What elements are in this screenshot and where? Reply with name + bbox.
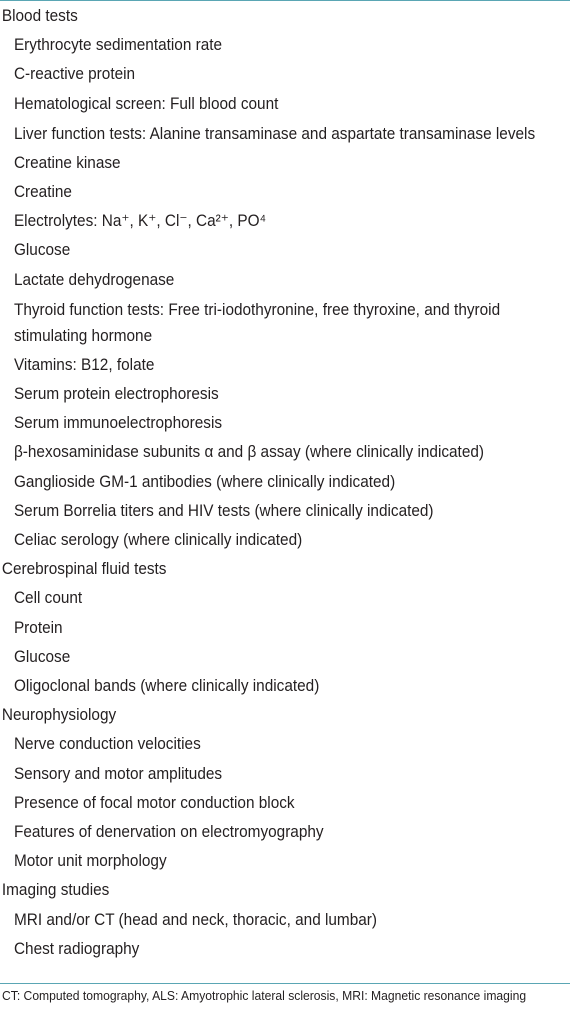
section-heading: Blood tests (1, 7, 78, 25)
list-item: Lactate dehydrogenase (13, 270, 175, 289)
table-bottom-rule (0, 983, 570, 984)
list-item: Oligoclonal bands (where clinically indicated) (13, 677, 320, 696)
list-item: Celiac serology (where clinically indicated) (13, 531, 303, 550)
list-item: Serum Borrelia titers and HIV tests (where clinically indicated) (13, 501, 434, 520)
list-item: Features of denervation on electromyography (13, 823, 324, 842)
list-item: Thyroid function tests: Free tri-iodothyronine, free thyroxine, and thyroid stimulating hormone (13, 300, 501, 345)
list-item: Glucose (13, 647, 71, 666)
list-item: Vitamins: B12, folate (13, 355, 155, 374)
table-footnote: CT: Computed tomography, ALS: Amyotrophic lateral sclerosis, MRI: Magnetic resonance imaging (2, 989, 527, 1003)
list-item: Ganglioside GM-1 antibodies (where clinically indicated) (13, 472, 396, 491)
list-item: Protein (13, 618, 63, 637)
list-item: Sensory and motor amplitudes (13, 764, 223, 783)
list-item: Liver function tests: Alanine transaminase and aspartate transaminase levels (13, 124, 536, 143)
list-item: Glucose (13, 241, 71, 260)
list-item: Serum immunoelectrophoresis (13, 414, 223, 433)
list-item: C-reactive protein (13, 65, 136, 84)
list-item: Serum protein electrophoresis (13, 385, 219, 404)
list-item: Chest radiography (13, 939, 140, 958)
table-body (0, 2, 570, 964)
list-item: β-hexosaminidase subunits α and β assay (where clinically indicated) (13, 443, 485, 462)
list-item: Electrolytes: Na⁺, K⁺, Cl⁻, Ca²⁺, PO⁴ (13, 212, 267, 231)
section-heading: Cerebrospinal fluid tests (1, 560, 167, 579)
list-item: Hematological screen: Full blood count (13, 94, 279, 113)
list-item: Creatine (13, 183, 72, 202)
section-heading: Neurophysiology (1, 706, 117, 725)
table-top-rule (0, 0, 570, 1)
section-heading: Imaging studies (1, 881, 110, 900)
list-item: Creatine kinase (13, 153, 121, 172)
list-item: MRI and/or CT (head and neck, thoracic, and lumbar) (13, 910, 378, 929)
list-item: Motor unit morphology (13, 852, 167, 871)
list-item: Nerve conduction velocities (13, 735, 201, 754)
list-item: Cell count (13, 589, 83, 608)
list-item: Erythrocyte sedimentation rate (13, 36, 223, 55)
list-item: Presence of focal motor conduction block (13, 793, 295, 812)
